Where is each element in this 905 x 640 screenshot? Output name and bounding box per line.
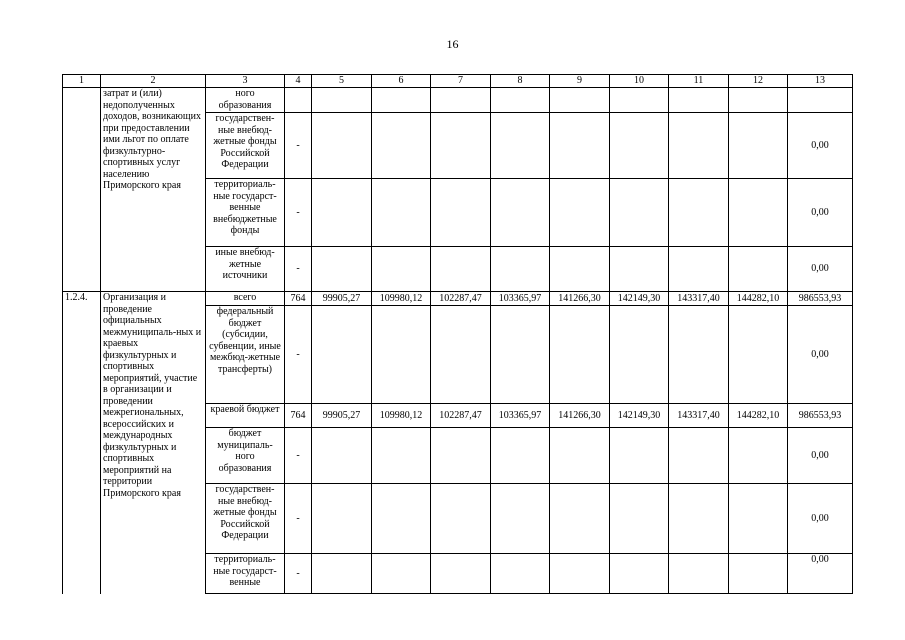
year-value-cell (372, 247, 431, 292)
year-value-cell (372, 113, 431, 179)
year-value-cell (729, 179, 788, 247)
year-value-cell (669, 554, 729, 594)
column-number: 2 (101, 75, 206, 88)
year-value-cell (312, 306, 372, 404)
total-cell: 986553,93 (788, 292, 853, 306)
column-number-row (63, 75, 853, 88)
year-value-cell (372, 179, 431, 247)
year-value-cell (610, 306, 669, 404)
total-cell: 986553,93 (788, 404, 853, 428)
funding-source-cell: территориаль-ные государст-венные (206, 554, 285, 594)
year-value-cell: 103365,97 (491, 292, 550, 306)
year-value-cell (669, 306, 729, 404)
funding-source-cell: государствен-ные внебюд-жетные фонды Российской Федерации (206, 113, 285, 179)
total-cell: 0,00 (788, 428, 853, 484)
item-number-cell (63, 88, 101, 292)
year-value-cell: 102287,47 (431, 292, 491, 306)
year-value-cell (491, 306, 550, 404)
year-value-cell (431, 113, 491, 179)
year-value-cell (610, 113, 669, 179)
column-number: 9 (550, 75, 610, 88)
code-cell: - (285, 428, 312, 484)
year-value-cell: 143317,40 (669, 292, 729, 306)
code-cell (285, 88, 312, 113)
year-value-cell (431, 484, 491, 554)
year-value-cell (550, 247, 610, 292)
funding-source-cell: иные внебюд-жетные источники (206, 247, 285, 292)
year-value-cell (669, 247, 729, 292)
year-value-cell: 109980,12 (372, 292, 431, 306)
year-value-cell (729, 484, 788, 554)
code-cell: - (285, 554, 312, 594)
budget-table (62, 74, 853, 594)
column-number: 11 (669, 75, 729, 88)
year-value-cell (431, 428, 491, 484)
year-value-cell (550, 428, 610, 484)
column-number: 12 (729, 75, 788, 88)
total-cell: 0,00 (788, 306, 853, 404)
funding-source-cell: ного образования (206, 88, 285, 113)
column-number: 8 (491, 75, 550, 88)
funding-source-cell: государствен-ные внебюд-жетные фонды Российской Федерации (206, 484, 285, 554)
year-value-cell (312, 88, 372, 113)
year-value-cell (669, 428, 729, 484)
year-value-cell (729, 247, 788, 292)
column-number: 6 (372, 75, 431, 88)
total-cell: 0,00 (788, 484, 853, 554)
year-value-cell: 142149,30 (610, 292, 669, 306)
column-number: 13 (788, 75, 853, 88)
year-value-cell (550, 484, 610, 554)
table-body (63, 75, 853, 594)
year-value-cell: 102287,47 (431, 404, 491, 428)
year-value-cell: 143317,40 (669, 404, 729, 428)
year-value-cell (669, 179, 729, 247)
year-value-cell (372, 306, 431, 404)
year-value-cell (491, 247, 550, 292)
funding-source-cell: федеральный бюджет (субсидии, субвенции, иные межбюд-жетные трансферты) (206, 306, 285, 404)
year-value-cell (729, 88, 788, 113)
year-value-cell: 99905,27 (312, 292, 372, 306)
code-cell: - (285, 247, 312, 292)
year-value-cell: 141266,30 (550, 404, 610, 428)
year-value-cell (491, 179, 550, 247)
item-description-cell: затрат и (или) недополученных доходов, возникающих при предоставлении ими льгот по оплате физкультурно-спортивных услуг населению Приморского края (101, 88, 206, 292)
year-value-cell (669, 88, 729, 113)
year-value-cell (431, 179, 491, 247)
column-number: 1 (63, 75, 101, 88)
year-value-cell (550, 88, 610, 113)
budget-table-container (62, 74, 853, 594)
column-number: 7 (431, 75, 491, 88)
code-cell: - (285, 306, 312, 404)
year-value-cell (312, 179, 372, 247)
year-value-cell (312, 554, 372, 594)
column-number: 10 (610, 75, 669, 88)
column-number: 4 (285, 75, 312, 88)
year-value-cell (610, 554, 669, 594)
year-value-cell (610, 88, 669, 113)
year-value-cell (372, 554, 431, 594)
year-value-cell: 99905,27 (312, 404, 372, 428)
year-value-cell (550, 554, 610, 594)
year-value-cell: 109980,12 (372, 404, 431, 428)
column-number: 5 (312, 75, 372, 88)
total-cell (788, 88, 853, 113)
total-cell: 0,00 (788, 554, 853, 594)
year-value-cell (491, 88, 550, 113)
total-cell: 0,00 (788, 247, 853, 292)
year-value-cell (372, 88, 431, 113)
code-cell: 764 (285, 292, 312, 306)
year-value-cell (431, 554, 491, 594)
year-value-cell (610, 428, 669, 484)
year-value-cell (372, 484, 431, 554)
year-value-cell: 144282,10 (729, 292, 788, 306)
code-cell: - (285, 113, 312, 179)
total-cell: 0,00 (788, 179, 853, 247)
code-cell: - (285, 484, 312, 554)
year-value-cell (550, 179, 610, 247)
year-value-cell (550, 113, 610, 179)
year-value-cell (431, 247, 491, 292)
year-value-cell: 142149,30 (610, 404, 669, 428)
year-value-cell (610, 247, 669, 292)
year-value-cell: 103365,97 (491, 404, 550, 428)
year-value-cell (312, 113, 372, 179)
code-cell: - (285, 179, 312, 247)
year-value-cell (312, 247, 372, 292)
funding-source-cell: всего (206, 292, 285, 306)
year-value-cell (491, 113, 550, 179)
year-value-cell (729, 113, 788, 179)
year-value-cell: 141266,30 (550, 292, 610, 306)
column-number: 3 (206, 75, 285, 88)
year-value-cell (312, 428, 372, 484)
year-value-cell (729, 428, 788, 484)
year-value-cell (610, 179, 669, 247)
year-value-cell (431, 306, 491, 404)
year-value-cell (491, 428, 550, 484)
year-value-cell (610, 484, 669, 554)
year-value-cell (372, 428, 431, 484)
funding-source-cell: краевой бюджет (206, 404, 285, 428)
year-value-cell: 144282,10 (729, 404, 788, 428)
funding-source-cell: бюджет муниципаль-ного образования (206, 428, 285, 484)
year-value-cell (491, 554, 550, 594)
year-value-cell (669, 113, 729, 179)
item-description-cell: Организация и проведение официальных межмуниципаль-ных и краевых физкультурных и спортивных мероприятий, участие в организации и проведении межрегиональных, всероссийских и международных физкультурных и спортивных мероприятий на территории Приморского края (101, 292, 206, 594)
year-value-cell (431, 88, 491, 113)
item-number-cell: 1.2.4. (63, 292, 101, 594)
code-cell: 764 (285, 404, 312, 428)
year-value-cell (729, 554, 788, 594)
year-value-cell (669, 484, 729, 554)
year-value-cell (550, 306, 610, 404)
year-value-cell (491, 484, 550, 554)
total-cell: 0,00 (788, 113, 853, 179)
table-row (63, 88, 853, 113)
page-number: 16 (446, 37, 459, 51)
year-value-cell (312, 484, 372, 554)
funding-source-cell: территориаль-ные государст-венные внебюджетные фонды (206, 179, 285, 247)
table-row (63, 292, 853, 306)
year-value-cell (729, 306, 788, 404)
